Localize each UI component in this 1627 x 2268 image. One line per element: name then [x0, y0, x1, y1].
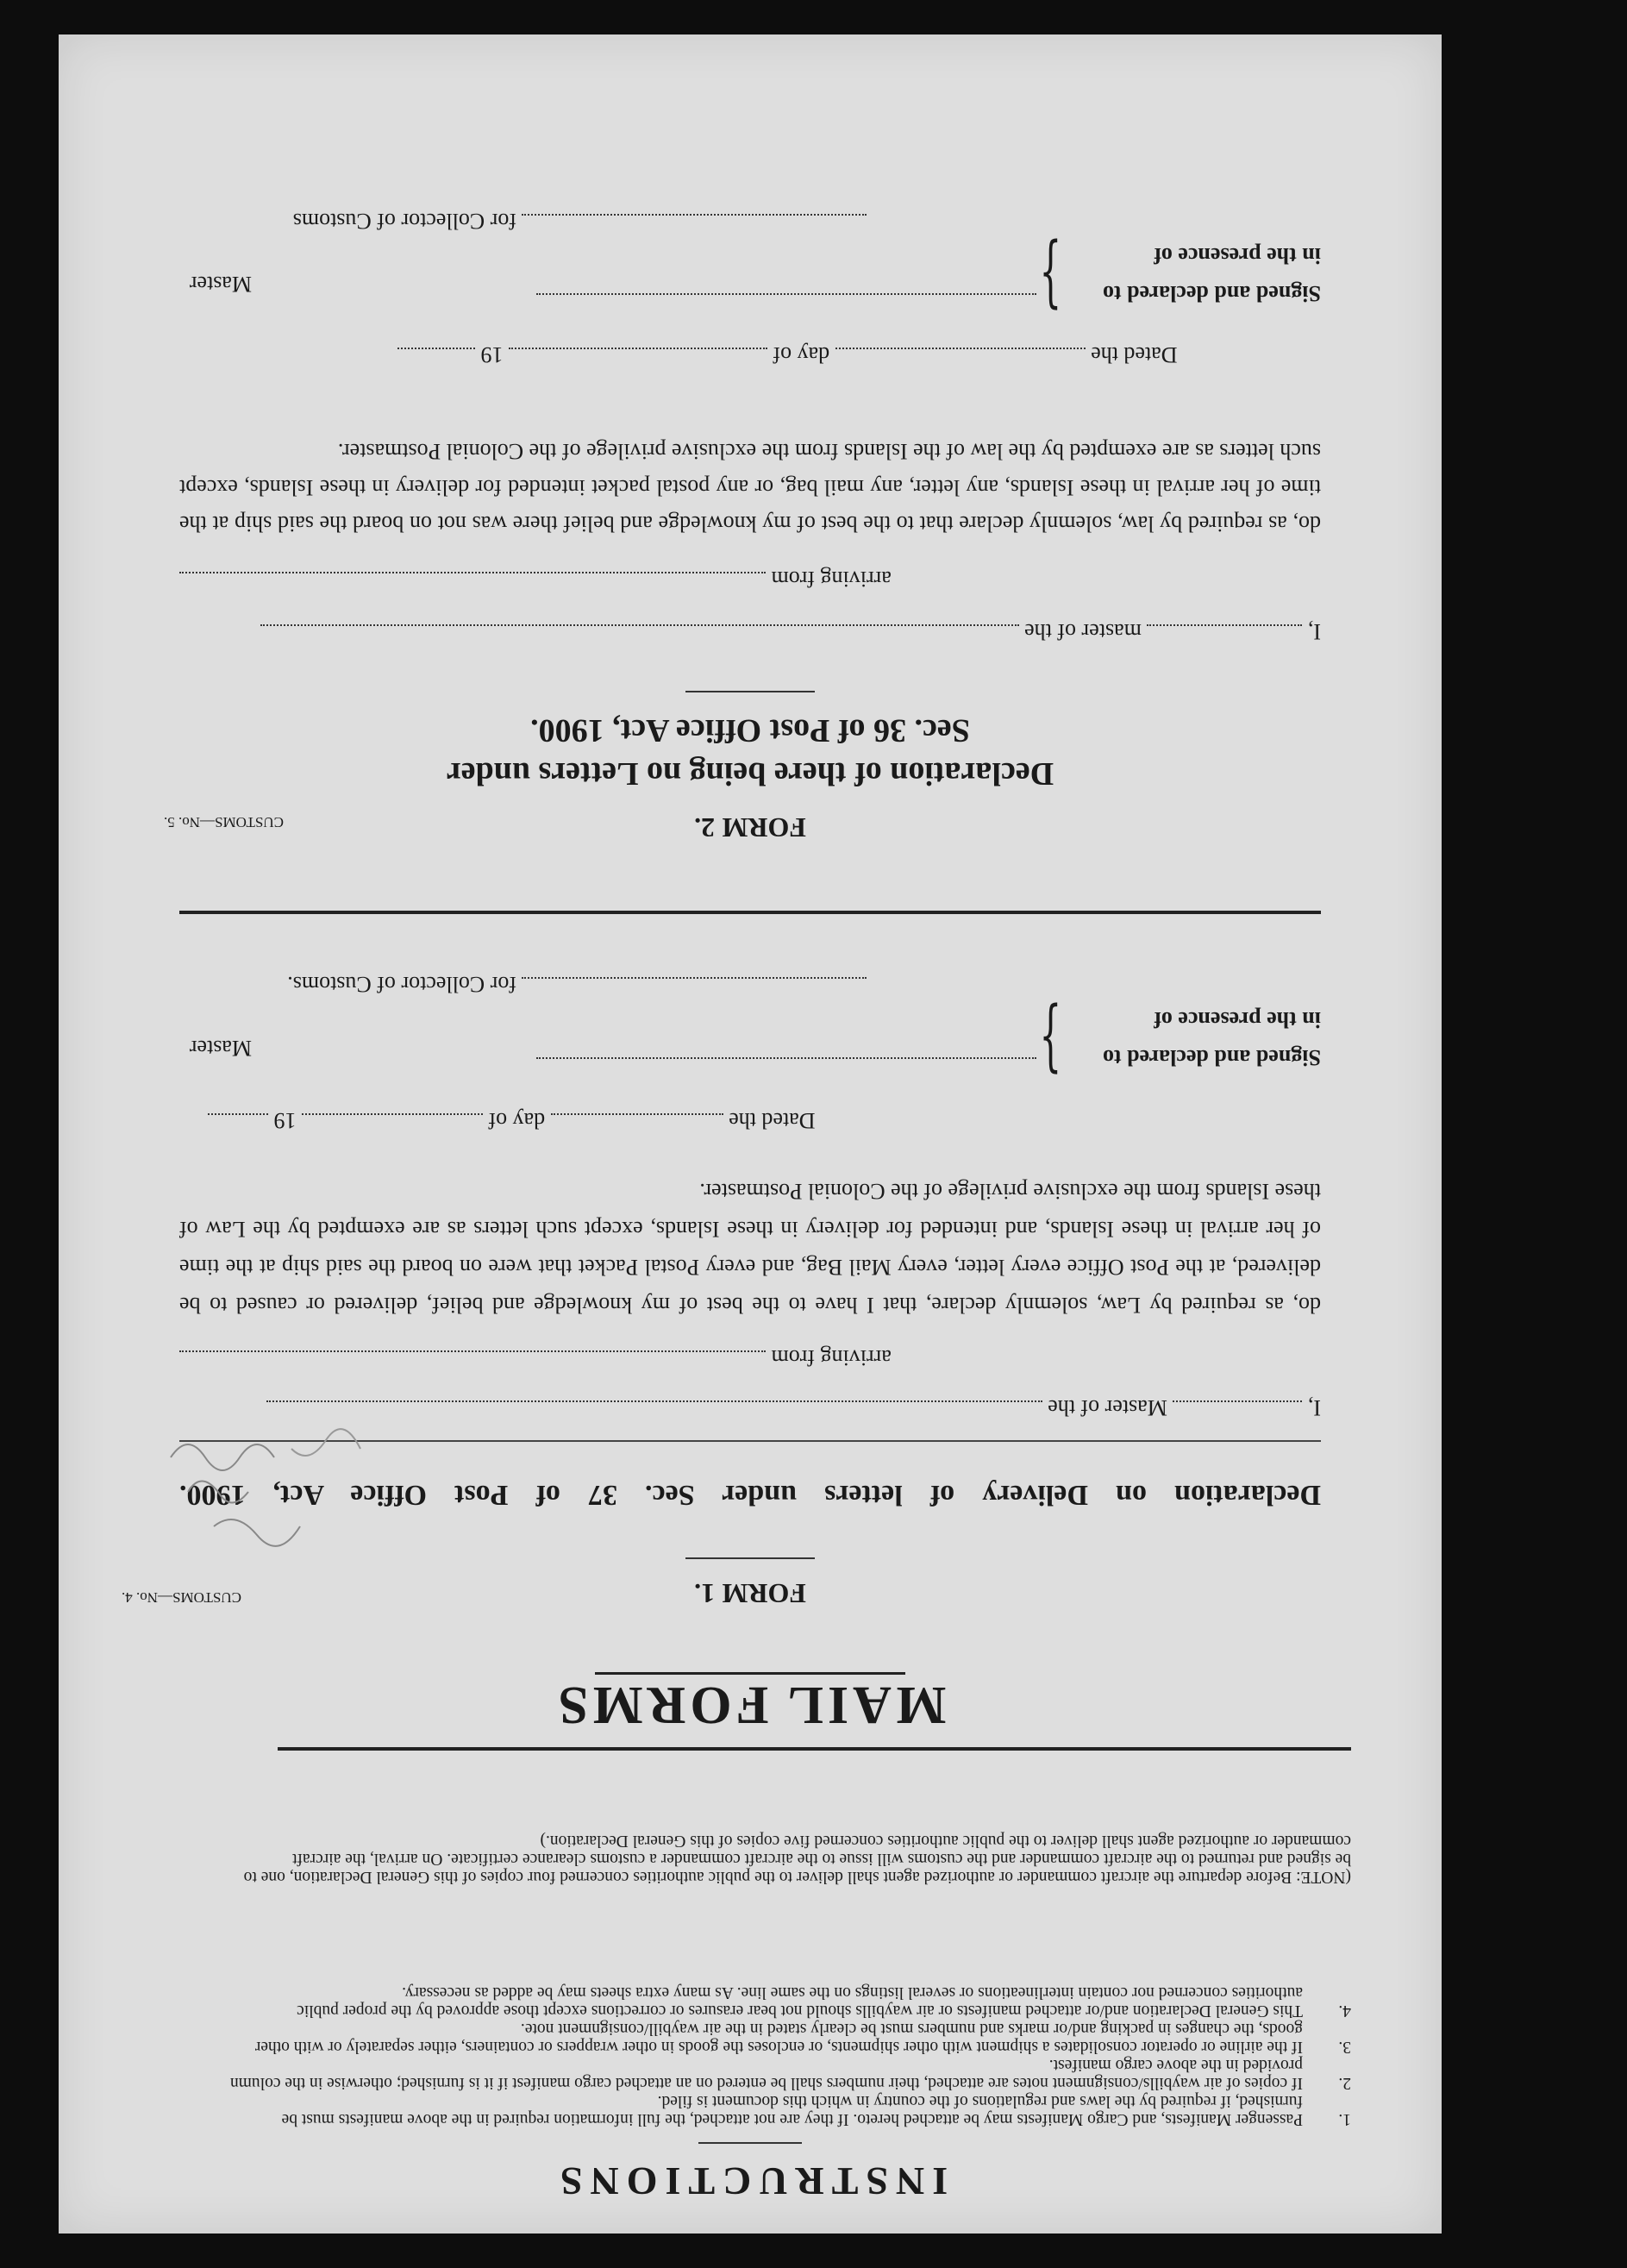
title-underline: [595, 1672, 905, 1675]
form2-collector-row: [179, 208, 1321, 235]
instruction-item: [230, 2056, 1351, 2092]
form1-heading: Declaration on Delivery of letters under Sec. 37 of Post Office Act, 1900.: [179, 1479, 1321, 1511]
mail-forms-title: MAIL FORMS: [554, 1676, 947, 1734]
collector-label: for Collector of Customs.: [287, 972, 516, 997]
i-label: I,: [1307, 1395, 1321, 1420]
presence-of-label: in the presence of: [1154, 1007, 1321, 1032]
rotated-content: [59, 34, 1442, 2234]
ship-field[interactable]: [260, 624, 1019, 645]
arriving-from-field[interactable]: [179, 1350, 766, 1371]
signed-declared-block: [1103, 1000, 1321, 1076]
year-label: 19: [480, 342, 504, 367]
year-field[interactable]: [397, 348, 475, 368]
master-label: Master: [189, 1036, 252, 1061]
section-divider: [278, 1747, 1351, 1751]
day-field[interactable]: [551, 1113, 723, 1134]
form2-arriving-row: [179, 566, 1321, 592]
item-number: 1.: [1338, 2110, 1351, 2128]
collector-signature-field[interactable]: [523, 214, 867, 235]
form1-rule: [685, 1557, 815, 1559]
name-field[interactable]: [1147, 624, 1302, 645]
arriving-from-field[interactable]: [179, 572, 766, 592]
form2-title: FORM 2.: [694, 812, 806, 843]
form2-signature-block: [179, 232, 1321, 323]
form2-heading: [59, 709, 1442, 795]
form1-body: do, as required by Law, solemnly declare, that I have to the best of my knowledge and belief, delivered or caused to be delivered, at the Post Office every letter, every Mail Bag, and every Postal Packet that were on board the said ship at the time of her arrival in these Islands, and intended for delivery in these Islands, except such letters as are exempted by the Law of these Islands from the exclusive privilege of the Colonial Postmaster.: [179, 1179, 1321, 1318]
instruction-item: [230, 2020, 1351, 2056]
master-of-the-label: master of the: [1024, 619, 1142, 644]
form1-collector-row: [179, 971, 1321, 998]
day-of-label: day of: [773, 342, 830, 367]
form1-dated-row: [179, 1107, 1321, 1134]
dated-the-label: Dated the: [1091, 342, 1178, 367]
dated-the-label: Dated the: [729, 1108, 816, 1133]
form2-heading-line: Declaration of there being no Letters under: [446, 755, 1054, 792]
instructions-note: (NOTE: Before departure the aircraft commander or authorized agent shall deliver to the public authorities concerned four copies of this General Declaration, one to be signed and returned to the aircraft commander and the customs will issue to the aircraft commander a customs clearance certificate. On arrival, the aircraft commander or authorized agent shall deliver to the public authorities concerned five copies of this General Declaration.): [243, 1832, 1351, 1886]
arriving-from-label: arriving from: [771, 567, 892, 592]
collector-signature-field[interactable]: [523, 977, 867, 998]
document-page: [59, 34, 1442, 2234]
form2-dated-row: [179, 341, 1321, 368]
form1-arriving-row: [179, 1344, 1321, 1371]
day-of-label: day of: [488, 1108, 546, 1133]
item-text: If copies of air waybills/consignment notes are attached, their numbers shall be entered on an attached cargo manifest if it is furnished; otherwise in the column provided in the above cargo manifest.: [229, 2056, 1303, 2092]
item-text: This General Declaration and/or attached manifests or air waybills should not bear erasures or corrections except those approved by the proper public authorities concerned nor contain interlineations or several listings on the same line. As many extra sheets may be added as necessary.: [297, 1983, 1303, 2020]
signature-field[interactable]: [536, 1057, 1036, 1059]
instruction-item: [230, 2092, 1351, 2128]
instructions-title: INSTRUCTIONS: [552, 2159, 948, 2203]
arriving-from-label: arriving from: [771, 1345, 892, 1370]
item-number: 4.: [1338, 2002, 1351, 2020]
item-text: Passenger Manifests, and Cargo Manifests may be attached hereto. If they are not attached, the full information required in the above manifests must be furnished, if required by the laws and regulations of the country in which this document is filed.: [281, 2092, 1303, 2128]
instructions-list: [230, 1983, 1351, 2128]
master-label: Master: [189, 272, 252, 297]
form1-customs-number: CUSTOMS—No. 4.: [121, 1589, 241, 1606]
day-field[interactable]: [835, 348, 1086, 368]
form2-master-row: [179, 618, 1321, 645]
item-text: If the airline or operator consolidates a shipment with other shipments, or encloses the goods in other wrappers or containers, either separately or with other goods, the changes in packing and/or marks and numbers must be clearly stated in the air waybill/consignment note.: [254, 2020, 1303, 2056]
i-label: I,: [1307, 619, 1321, 644]
form2-customs-number: CUSTOMS—No. 5.: [163, 814, 284, 830]
brace-icon: }: [1039, 232, 1062, 323]
form2-rule: [685, 691, 815, 692]
signed-declared-label: Signed and declared to: [1102, 281, 1321, 306]
pencil-annotation: [162, 1406, 421, 1578]
title-rule: [698, 2142, 802, 2144]
brace-icon: }: [1039, 996, 1062, 1087]
year-field[interactable]: [208, 1113, 268, 1134]
item-number: 2.: [1338, 2074, 1351, 2092]
month-field[interactable]: [302, 1113, 483, 1134]
signed-declared-label: Signed and declared to: [1102, 1045, 1321, 1070]
form2-body: do, as required by law, solemnly declare that to the best of my knowledge and belief there was not on board the said ship at the time of her arrival in these Islands, any letter, any mail bag, or any postal packet intended for delivery in these Islands, except such letters as are exempted by the law of the Islands from the exclusive privilege of the Colonial Postmaster.: [179, 439, 1321, 536]
collector-label: for Collector of Customs: [292, 209, 516, 234]
year-label: 19: [273, 1108, 297, 1133]
form2-heading-line: Sec. 36 of Post Office Act, 1900.: [530, 712, 970, 749]
instruction-item: [230, 1983, 1351, 2020]
form1-signature-block: [179, 996, 1321, 1087]
master-of-the-label: Master of the: [1048, 1395, 1167, 1420]
section-divider: [179, 911, 1321, 914]
item-number: 3.: [1338, 2038, 1351, 2056]
month-field[interactable]: [509, 348, 767, 368]
form1-title: FORM 1.: [694, 1578, 806, 1609]
presence-of-label: in the presence of: [1154, 243, 1321, 268]
name-field[interactable]: [1173, 1400, 1302, 1421]
signed-declared-block: [1103, 236, 1321, 312]
signature-field[interactable]: [536, 293, 1036, 295]
